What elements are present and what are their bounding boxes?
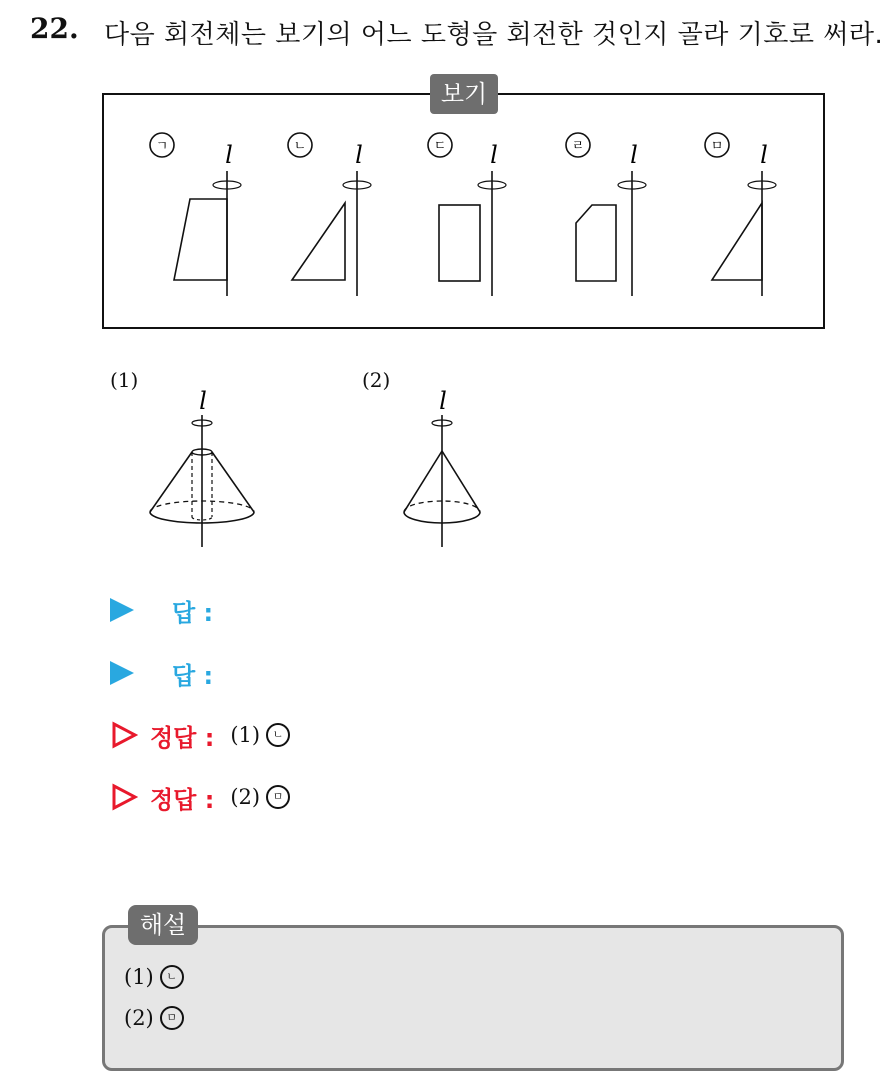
option-symbol: ㄱ <box>155 139 169 154</box>
answer-number: (1) <box>230 723 261 747</box>
option-mieum <box>705 133 776 296</box>
option-nieun <box>288 133 371 296</box>
correct-answer-row-2 <box>110 779 290 815</box>
axis-label: l <box>439 387 447 415</box>
question-text: 다음 회전체는 보기의 어느 도형을 회전한 것인지 골라 기호로 써라. <box>104 20 884 50</box>
axis-label: l <box>199 387 207 415</box>
explanation-tag: 해설 <box>128 905 198 945</box>
answer-label: 답 : <box>172 598 214 627</box>
explanation-symbol: ㅁ <box>160 1006 184 1030</box>
explanation-symbol: ㄴ <box>160 965 184 989</box>
shape-triangle-small <box>292 203 345 280</box>
shape-rectangle <box>439 205 480 281</box>
play-triangle-icon <box>110 598 134 622</box>
option-giyeok <box>150 133 241 296</box>
explanation-number: (2) <box>124 1006 154 1030</box>
outline-triangle-icon <box>110 721 138 749</box>
answer-symbol: ㄴ <box>266 723 290 747</box>
answer-symbol: ㅁ <box>266 785 290 809</box>
axis-label: l <box>355 141 363 169</box>
answer-number: (2) <box>230 785 261 809</box>
shape-trapezoid <box>174 199 227 280</box>
shape-chamfered-rectangle <box>576 205 616 281</box>
option-digeut <box>428 133 506 296</box>
axis-label: l <box>490 141 498 169</box>
bogi-figures <box>102 93 825 329</box>
correct-answer-value <box>230 785 290 809</box>
axis-label: l <box>630 141 638 169</box>
option-rieul <box>566 133 646 296</box>
explanation-box <box>102 925 844 1071</box>
figure-2-cone <box>380 385 510 550</box>
cone-side-right <box>442 451 480 512</box>
correct-answer-label: 정답 : <box>150 723 215 752</box>
figure-2-label: (2) <box>362 368 391 392</box>
shape-triangle-tall <box>712 203 762 280</box>
outline-triangle-icon <box>110 783 138 811</box>
option-symbol: ㄷ <box>433 139 447 154</box>
answer-row-1 <box>110 592 213 628</box>
explanation-line-2 <box>124 1006 184 1030</box>
axis-label: l <box>225 141 233 169</box>
figure-1-frustum <box>140 385 270 550</box>
explanation-line-1 <box>124 965 184 989</box>
option-symbol: ㅁ <box>710 139 724 154</box>
answer-label: 답 : <box>172 661 214 690</box>
frustum-side-left <box>150 452 192 512</box>
correct-answer-row-1 <box>110 717 290 753</box>
play-triangle-icon <box>110 661 134 685</box>
figure-1-label: (1) <box>110 368 139 392</box>
question-number: 22. <box>30 12 79 45</box>
option-symbol: ㄴ <box>293 139 307 154</box>
explanation-number: (1) <box>124 965 154 989</box>
answer-row-2 <box>110 655 213 691</box>
bogi-tag: 보기 <box>430 74 498 114</box>
axis-label: l <box>760 141 768 169</box>
correct-answer-label: 정답 : <box>150 785 215 814</box>
correct-answer-value <box>230 723 290 747</box>
option-symbol: ㄹ <box>571 139 585 154</box>
